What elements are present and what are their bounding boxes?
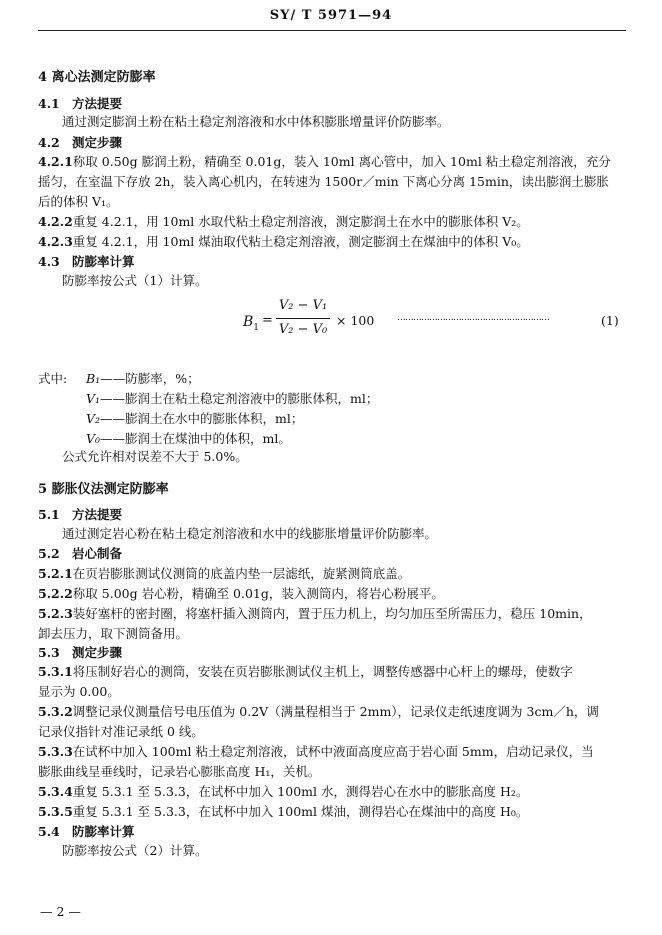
section-4-3-heading bbox=[38, 252, 135, 270]
page-number: — 2 — bbox=[40, 904, 81, 919]
section-number: 5.3.5 bbox=[38, 804, 73, 819]
section-title: 岩心制备 bbox=[72, 546, 123, 561]
paragraph-4-2-2 bbox=[38, 212, 529, 230]
legend-symbol: V₀ bbox=[86, 431, 101, 446]
section-number: 4.2 bbox=[38, 135, 60, 150]
line: 称取 5.00g 岩心粉，精确至 0.01g，装入测筒内，将岩心粉展平。 bbox=[72, 586, 444, 601]
formula-leader-dots: ………………………………………………… bbox=[397, 313, 549, 323]
section-number: 5.3 bbox=[38, 645, 60, 660]
line: 重复 4.2.1，用 10ml 煤油取代粘土稳定剂溶液，测定膨润土在煤油中的体积 V₀。 bbox=[72, 234, 529, 249]
legend-desc: ——膨润土在煤油中的体积，ml。 bbox=[100, 431, 291, 446]
line: 在试杯中加入 100ml 粘土稳定剂溶液，试杯中液面高度应高于岩心面 5mm，启动记录仪，当 bbox=[72, 744, 594, 759]
formula-symbol: B bbox=[243, 314, 254, 330]
formula-multiplier: × 100 bbox=[336, 313, 375, 328]
section-5-4-heading bbox=[38, 822, 135, 840]
formula-denominator: V₂ − V₀ bbox=[278, 322, 328, 337]
section-5-1-heading bbox=[38, 505, 122, 523]
line: 装好塞杆的密封圈，将塞杆插入测筒内，置于压力机上，均匀加压至所需压力，稳压 10min， bbox=[72, 606, 592, 621]
section-title: 防膨率计算 bbox=[72, 824, 135, 839]
paragraph-line: 膨胀曲线呈垂线时，记录岩心膨胀高度 H₁，关机。 bbox=[38, 764, 321, 779]
formula-lhs bbox=[243, 314, 259, 333]
header-rule bbox=[38, 30, 626, 31]
formula-subscript: 1 bbox=[253, 322, 260, 333]
legend-symbol: B₁ bbox=[86, 371, 101, 386]
section-number: 5.3.1 bbox=[38, 664, 73, 679]
section-4-title: 4 离心法测定防膨率 bbox=[38, 70, 156, 85]
paragraph-5-3-5 bbox=[38, 802, 528, 820]
legend-item bbox=[86, 409, 303, 427]
line: 调整记录仪测量信号电压值为 0.2V（满量程相当于 2mm），记录仪走纸速度调为 3cm／h，调 bbox=[72, 704, 599, 719]
section-4-1-heading bbox=[38, 94, 122, 112]
section-number: 5.3.4 bbox=[38, 784, 73, 799]
section-number: 4.2.2 bbox=[38, 214, 73, 229]
paragraph-5-3-4 bbox=[38, 782, 528, 800]
line: 重复 5.3.1 至 5.3.3，在试杯中加入 100ml 煤油，测得岩心在煤油中的高度 H₀。 bbox=[72, 804, 529, 819]
paragraph-5-2-3 bbox=[38, 604, 592, 622]
legend-item bbox=[86, 429, 291, 447]
legend-item bbox=[86, 389, 378, 407]
paragraph-line: 卸去压力，取下测筒备用。 bbox=[38, 626, 189, 641]
paragraph-line: 摇匀，在室温下存放 2h，装入离心机内，在转速为 1500r／min 下离心分离 15min，读出膨润土膨胀 bbox=[38, 174, 609, 189]
line: 重复 5.3.1 至 5.3.3，在试杯中加入 100ml 水，测得岩心在水中的膨胀高度 H₂。 bbox=[72, 784, 529, 799]
section-number: 5.2 bbox=[38, 546, 60, 561]
paragraph-line: 显示为 0.00。 bbox=[38, 684, 120, 699]
section-title: 方法提要 bbox=[72, 96, 123, 111]
section-title: 方法提要 bbox=[72, 507, 123, 522]
section-number: 4.2.3 bbox=[38, 234, 73, 249]
section-title: 测定步骤 bbox=[72, 645, 123, 660]
section-4-2-heading bbox=[38, 133, 122, 151]
fraction-bar bbox=[276, 318, 330, 319]
line: 在页岩膨胀测试仪测筒的底盖内垫一层滤纸，旋紧测筒底盖。 bbox=[72, 566, 411, 581]
paragraph-5-2-1 bbox=[38, 564, 410, 582]
paragraph-4-2-3 bbox=[38, 232, 529, 250]
paragraph-5-3-2 bbox=[38, 702, 599, 720]
paragraph-line: 记录仪指针对准记录纸 0 线。 bbox=[38, 724, 204, 739]
legend-symbol: V₂ bbox=[86, 411, 101, 426]
paragraph-line: 后的体积 V₁。 bbox=[38, 194, 119, 209]
section-number: 5.1 bbox=[38, 507, 60, 522]
legend-desc: ——膨润土在粘土稳定剂溶液中的膨胀体积，ml； bbox=[100, 391, 379, 406]
section-number: 5.4 bbox=[38, 824, 60, 839]
section-number: 5.3.3 bbox=[38, 744, 73, 759]
legend-desc: ——膨润土在水中的膨胀体积，ml； bbox=[100, 411, 304, 426]
paragraph-5-3-1 bbox=[38, 662, 573, 680]
paragraph-5-2-2 bbox=[38, 584, 444, 602]
section-number: 4.1 bbox=[38, 96, 60, 111]
paragraph: 防膨率按公式（1）计算。 bbox=[62, 273, 208, 288]
formula-equals: = bbox=[262, 313, 273, 328]
legend-symbol: V₁ bbox=[86, 391, 101, 406]
section-number: 4.3 bbox=[38, 254, 60, 269]
section-title: 测定步骤 bbox=[72, 135, 123, 150]
legend-desc: ——防膨率，%； bbox=[100, 371, 200, 386]
line: 称取 0.50g 膨润土粉，精确至 0.01g，装入 10ml 离心管中，加入 10ml 粘土稳定剂溶液，充分 bbox=[72, 154, 611, 169]
paragraph-5-3-3 bbox=[38, 742, 594, 760]
formula-label: (1) bbox=[601, 313, 619, 328]
section-number: 5.2.1 bbox=[38, 566, 73, 581]
legend-intro: 式中: bbox=[38, 371, 68, 386]
standard-header: SY/ T 5971—94 bbox=[269, 8, 393, 23]
tolerance-note: 公式允许相对误差不大于 5.0%。 bbox=[62, 449, 248, 464]
line: 重复 4.2.1，用 10ml 水取代粘土稳定剂溶液，测定膨润土在水中的膨胀体积 V₂。 bbox=[72, 214, 529, 229]
paragraph: 防膨率按公式（2）计算。 bbox=[62, 843, 208, 858]
section-number: 4.2.1 bbox=[38, 154, 73, 169]
paragraph: 通过测定膨润土粉在粘土稳定剂溶液和水中体积膨胀增量评价防膨率。 bbox=[62, 114, 450, 129]
section-5-3-heading bbox=[38, 643, 122, 661]
paragraph: 通过测定岩心粉在粘土稳定剂溶液和水中的线膨胀增量评价防膨率。 bbox=[62, 526, 438, 541]
section-number: 5.3.2 bbox=[38, 704, 73, 719]
section-number: 5.2.3 bbox=[38, 606, 73, 621]
legend-item bbox=[86, 369, 200, 387]
section-number: 5.2.2 bbox=[38, 586, 73, 601]
section-5-2-heading bbox=[38, 544, 122, 562]
section-title: 防膨率计算 bbox=[72, 254, 135, 269]
section-5-title: 5 膨胀仪法测定防膨率 bbox=[38, 482, 169, 497]
paragraph-4-2-1 bbox=[38, 152, 611, 170]
formula-numerator: V₂ − V₁ bbox=[278, 298, 328, 313]
line: 将压制好岩心的测筒，安装在页岩膨胀测试仪主机上，调整传感器中心杆上的螺母，使数字 bbox=[72, 664, 573, 679]
